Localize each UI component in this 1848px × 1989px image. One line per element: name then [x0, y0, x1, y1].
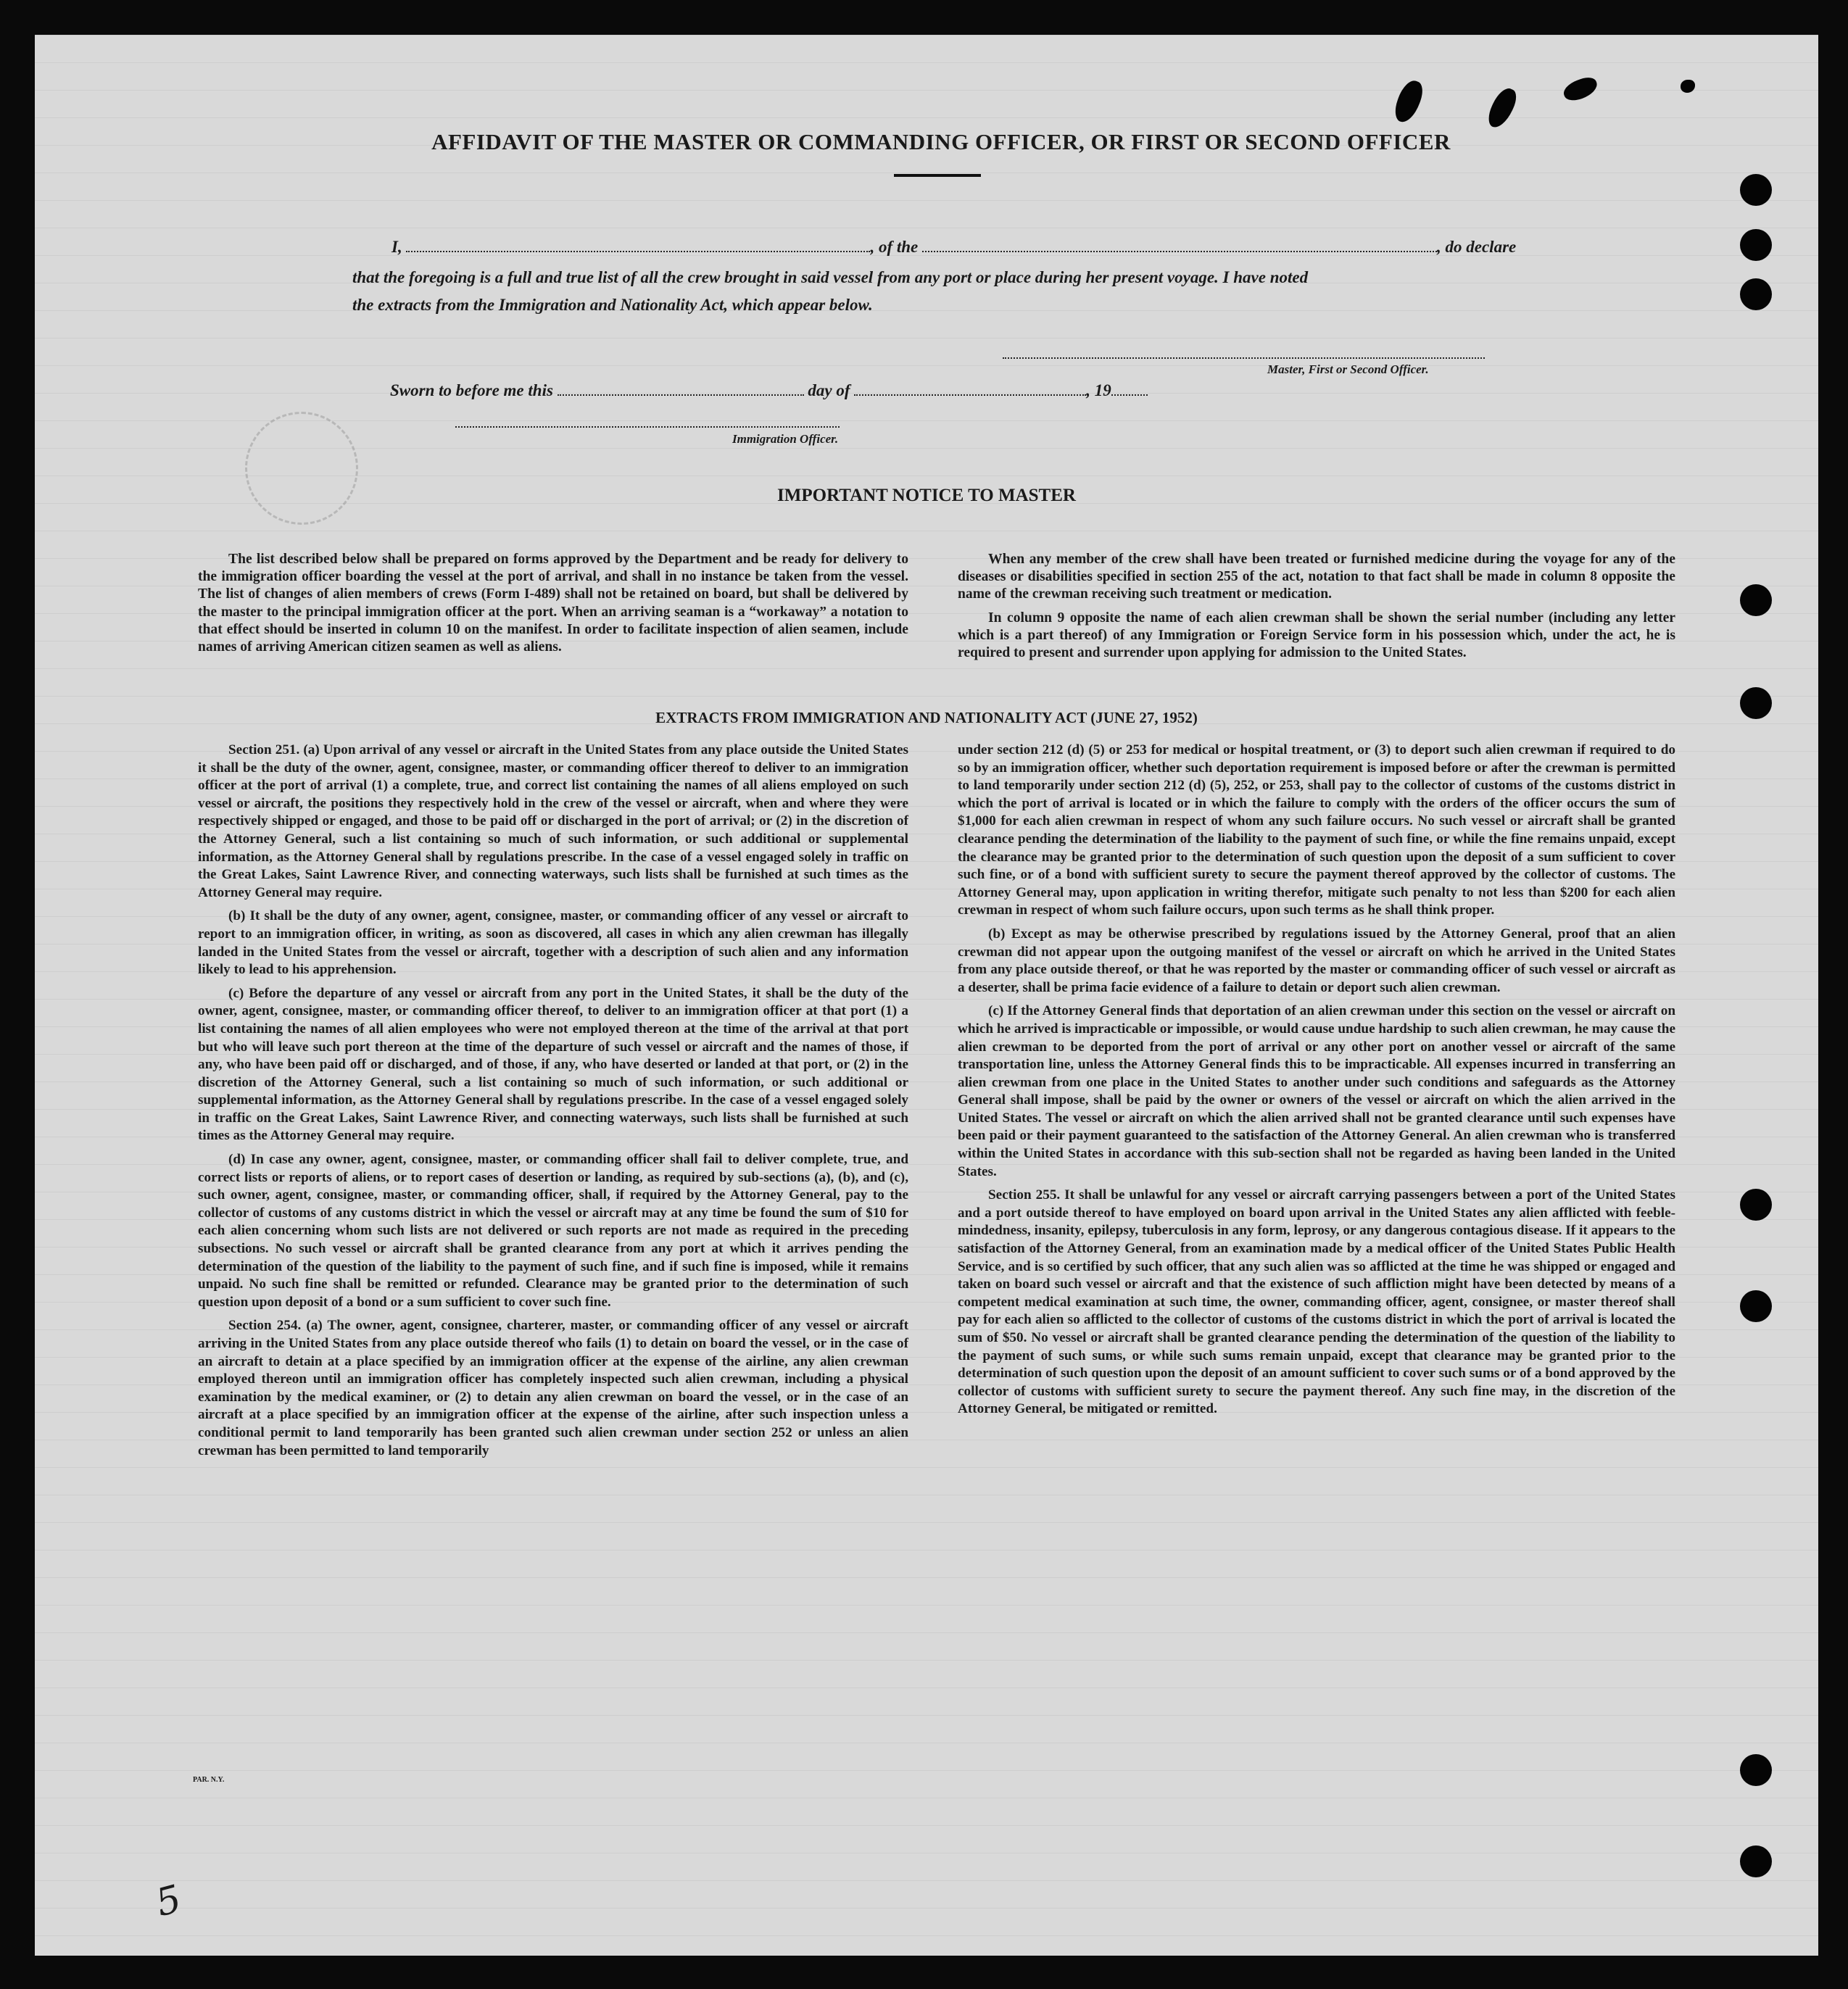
- declaration-declare: , do declare: [1437, 238, 1517, 256]
- punch-hole: [1740, 1189, 1772, 1221]
- punch-hole: [1740, 278, 1772, 310]
- faint-stamp: [245, 412, 358, 525]
- extract-paragraph: Section 254. (a) The owner, agent, consignee, charterer, master, or commanding officer of any vessel or aircraft arriving in the United States from any place outside thereof who fails (1) to detain on board the vessel, or in the case of an aircraft to detain at a place specified by an immigration officer at the expense of the airline, any alien crewman employed thereon until an immigration officer has completely inspected such alien crewman, including a physical examination by the medical examiner, or (2) to detain any alien crewman on board the vessel, or in the case of an aircraft at a place specified by an immigration officer at the expense of the airline, after such inspection unless a conditional permit to land temporarily has been granted such alien crewman under section 252 or unless an alien crewman has been permitted to land temporarily: [198, 1318, 908, 1458]
- extract-paragraph: (c) If the Attorney General finds that deportation of an alien crewman under this section on the vessel or aircraft on which he arrived is impracticable or impossible, or would cause undue hardship to such alien crewman, he may cause the alien crewman to be deported from the port of arrival or any other port on another vessel or aircraft of the same transportation line, unless the Attorney General finds this to be impracticable. All expenses incurred in transferring an alien crewman from one place in the United States to another under such conditions and safeguards as the Attorney General shall impose, shall be paid by the owner or owners of the vessel or aircraft on which the alien arrived in the United States. The vessel or aircraft on which the alien arrived shall not be granted clearance until such expenses have been paid or their payment guaranteed to the satisfaction of the Attorney General. An alien crewman who is transferred within the United States in accordance with this sub-section shall not be regarded as having been landed in the United States.: [958, 1003, 1675, 1179]
- document-page: [35, 35, 1818, 1956]
- ink-blot: [1561, 75, 1600, 104]
- notice-right-paragraph-1: When any member of the crew shall have been treated or furnished medicine during the voyage for any of the diseases or disabilities specified in section 255 of the act, notation to that fact shall be made in column 8 opposite the name of the crewman receiving such treatment or medication.: [958, 552, 1675, 602]
- extract-paragraph: Section 255. It shall be unlawful for any vessel or aircraft carrying passengers between a port of the United States and a port outside thereof to have employed on board upon arrival in the United States any alien afflicted with feeble-mindedness, insanity, epilepsy, tuberculosis in any form, leprosy, or any dangerous contagious disease. If it appears to the satisfaction of the Attorney General, from an examination made by a medical officer of the United States Public Health Service, and is so certified by such officer, that any such alien was so afflicted at the time he was shipped or engaged and taken on board such vessel or aircraft and that the existence of such affliction might have been detected by means of a competent medical examination at such time, the owner, commanding officer, agent, consignee, or master thereof shall pay for each alien so afflicted to the collector of customs of the customs district in which the port of arrival is located the sum of $50. No vessel or aircraft shall be granted clearance pending the determination of the question of the liability to the payment of such sums, or while such sums remain unpaid, except that clearance may be granted prior to the determination of such question upon the deposit of an amount sufficient to cover such sums or of a bond approved by the collector of customs with sufficient surety to secure the payment thereof. Any such fine may, in the discretion of the Attorney General, be mitigated or remitted.: [958, 1187, 1675, 1417]
- extract-paragraph: (b) Except as may be otherwise prescribed by regulations issued by the Attorney General, proof that an alien crewman did not appear upon the outgoing manifest of the vessel or aircraft on which he arrived in the United States from any place outside thereof, or that he was reported by the master or commanding officer of such vessel or aircraft as a deserter, shall be prima facie evidence of a failure to detain or deport such alien crewman.: [958, 926, 1675, 995]
- affidavit-title: AFFIDAVIT OF THE MASTER OR COMMANDING OFFICER, OR FIRST OR SECOND OFFICER: [431, 129, 1451, 154]
- sworn-month-field[interactable]: [854, 383, 1086, 396]
- extracts-heading: EXTRACTS FROM IMMIGRATION AND NATIONALITY ACT (JUNE 27, 1952): [655, 709, 1198, 726]
- sworn-year-field[interactable]: [1111, 383, 1148, 396]
- ink-blot: [1391, 78, 1427, 126]
- extract-paragraph: Section 251. (a) Upon arrival of any vessel or aircraft in the United States from any place outside the United States it shall be the duty of the owner, agent, consignee, master, or commanding officer thereof to deliver to an immigration officer at the port of arrival (1) a complete, true, and correct list containing the names of all aliens employed on such vessel or aircraft, the positions they respectively hold in the crew of the vessel or aircraft, when and where they were respectively shipped or engaged, and those to be paid off or discharged in the port of arrival; or (2) in the discretion of the Attorney General, such a list containing so much of such information, or such additional or supplemental information, as the Attorney General shall by regulations prescribe. In the case of a vessel engaged solely in traffic on the Great Lakes, Saint Lawrence River, and connecting waterways, such lists shall be furnished at such times as the Attorney General may require.: [198, 742, 908, 900]
- officer-signature-caption: Immigration Officer.: [732, 432, 839, 446]
- punch-hole: [1740, 1290, 1772, 1322]
- punch-hole: [1740, 1754, 1772, 1786]
- printer-mark: PAR. N.Y.: [193, 1776, 225, 1784]
- notice-left-column: [198, 551, 908, 662]
- notice-right-paragraph-2: In column 9 opposite the name of each alien crewman shall be shown the serial number (including any letter which is a part thereof) of any Immigration or Foreign Service form in his possession which, under the act, he is required to present and surrender upon applying for admission to the United States.: [958, 610, 1675, 661]
- day-of-label: day of: [808, 381, 850, 399]
- extracts-left-column: [198, 742, 908, 1466]
- notice-heading: IMPORTANT NOTICE TO MASTER: [777, 486, 1076, 505]
- notice-left-paragraph: The list described below shall be prepared on forms approved by the Department and be ready for delivery to the immigration officer boarding the vessel at the port of arrival, and shall in no instance be taken from the vessel. The list of changes of alien members of crews (Form I-489) shall not be retained on board, but shall be delivered by the master to the principal immigration officer at the port. When an arriving seaman is a “workaway” a notation to that effect should be inserted in column 10 on the manifest. In order to facilitate inspection of alien seamen, include names of arriving American citizen seamen as well as aliens.: [198, 552, 908, 655]
- master-signature-line[interactable]: [1003, 357, 1485, 359]
- punch-hole: [1740, 229, 1772, 261]
- vessel-name-field[interactable]: [922, 239, 1437, 252]
- punch-hole: [1740, 174, 1772, 206]
- master-signature-caption: Master, First or Second Officer.: [1267, 362, 1429, 376]
- sworn-label: Sworn to before me this: [390, 381, 553, 399]
- punch-hole: [1740, 1845, 1772, 1877]
- declaration-i: I,: [391, 238, 402, 256]
- title-divider: [894, 174, 981, 177]
- declaration-of-the: , of the: [870, 238, 919, 256]
- handwritten-page-number: 5: [151, 1877, 186, 1926]
- year-prefix: , 19: [1086, 381, 1111, 399]
- extract-paragraph: under section 212 (d) (5) or 253 for medical or hospital treatment, or (3) to deport such alien crewman if required to do so by an immigration officer, whether such deportation requirement is imposed before or after the crewman is permitted to land temporarily under section 212 (d) (5), 252, or 253, shall pay to the collector of customs of the customs district in which the port of arrival is located or in which the failure to comply with the orders of the officer occurs the sum of $1,000 for each alien crewman in respect of whom any such failure occurs. No such vessel or aircraft shall be granted clearance pending the determination of the liability to the payment of such fine, or while the fine remains unpaid, except the clearance may be granted prior to the determination of such question upon the deposit of a sum sufficient to cover such fine, or of a bond with sufficient surety to secure the payment thereof approved by the collector of customs. The Attorney General may, upon application in writing therefor, mitigate such penalty to not less than $200 for each alien crewman in respect of whom such failure occurs, upon such terms as he shall think proper.: [958, 742, 1675, 918]
- extracts-right-column: [958, 742, 1675, 1424]
- ink-blot: [1484, 85, 1520, 131]
- extract-paragraph: (b) It shall be the duty of any owner, agent, consignee, master, or commanding officer of any vessel or aircraft to report to an immigration officer, in writing, as soon as discovered, all cases in which any alien crewman has illegally landed in the United States from the vessel or aircraft, together with a description of such alien and any information likely to lead to his apprehension.: [198, 908, 908, 978]
- extract-paragraph: (d) In case any owner, agent, consignee, master, or commanding officer shall fail to deliver complete, true, and correct lists or reports of aliens, or to report cases of desertion or landing, as required by sub-sections (a), (b), and (c), such owner, agent, consignee, master, or commanding officer, shall, if required by the Attorney General, pay to the collector of customs of any customs district in which the vessel or aircraft may at any time be found the sum of $10 for each alien concerning whom such lists are not delivered or such reports are not made as required in the preceding subsections. No such vessel or aircraft shall be granted clearance from any port at which it arrives pending the determination of the question of the liability to the payment of such fine, and if such fine is imposed, while it remains unpaid. No such fine shall be remitted or refunded. Clearance may be granted prior to the determination of such question upon deposit of a bond or a sum sufficient to cover such fine.: [198, 1152, 908, 1310]
- notice-right-column: [958, 551, 1675, 668]
- extract-paragraph: (c) Before the departure of any vessel or aircraft from any port in the United States, it shall be the duty of the owner, agent, consignee, master, or commanding officer thereof, to deliver to an immigration officer at that port (1) a list containing the names of all alien employees who were not employed thereon at the time of the arrival at that port but who will leave such port thereon at the time of the departure of such vessel or aircraft and the names of those, if any, who have been paid off or discharged, and of those, if any, who have deserted or landed at that port, or (2) in the discretion of the Attorney General, such a list containing so much of such information, or such additional or supplemental information, as the Attorney General shall by regulations prescribe. In the case of a vessel engaged solely in traffic on the Great Lakes, Saint Lawrence River, and connecting waterways, such lists shall be furnished at such times as the Attorney General may require.: [198, 985, 908, 1144]
- sworn-day-field[interactable]: [558, 383, 804, 396]
- officer-signature-line[interactable]: [455, 426, 840, 428]
- punch-hole: [1740, 584, 1772, 616]
- declarant-name-field[interactable]: [406, 239, 870, 252]
- declaration-line: [391, 238, 1516, 257]
- affidavit-text-line-2: that the foregoing is a full and true list of all the crew brought in said vessel from any port or place during her present voyage. I have noted: [352, 268, 1309, 286]
- sworn-line: [390, 381, 1148, 400]
- ink-blot: [1681, 80, 1695, 93]
- affidavit-text-line-3: the extracts from the Immigration and Nationality Act, which appear below.: [352, 296, 873, 314]
